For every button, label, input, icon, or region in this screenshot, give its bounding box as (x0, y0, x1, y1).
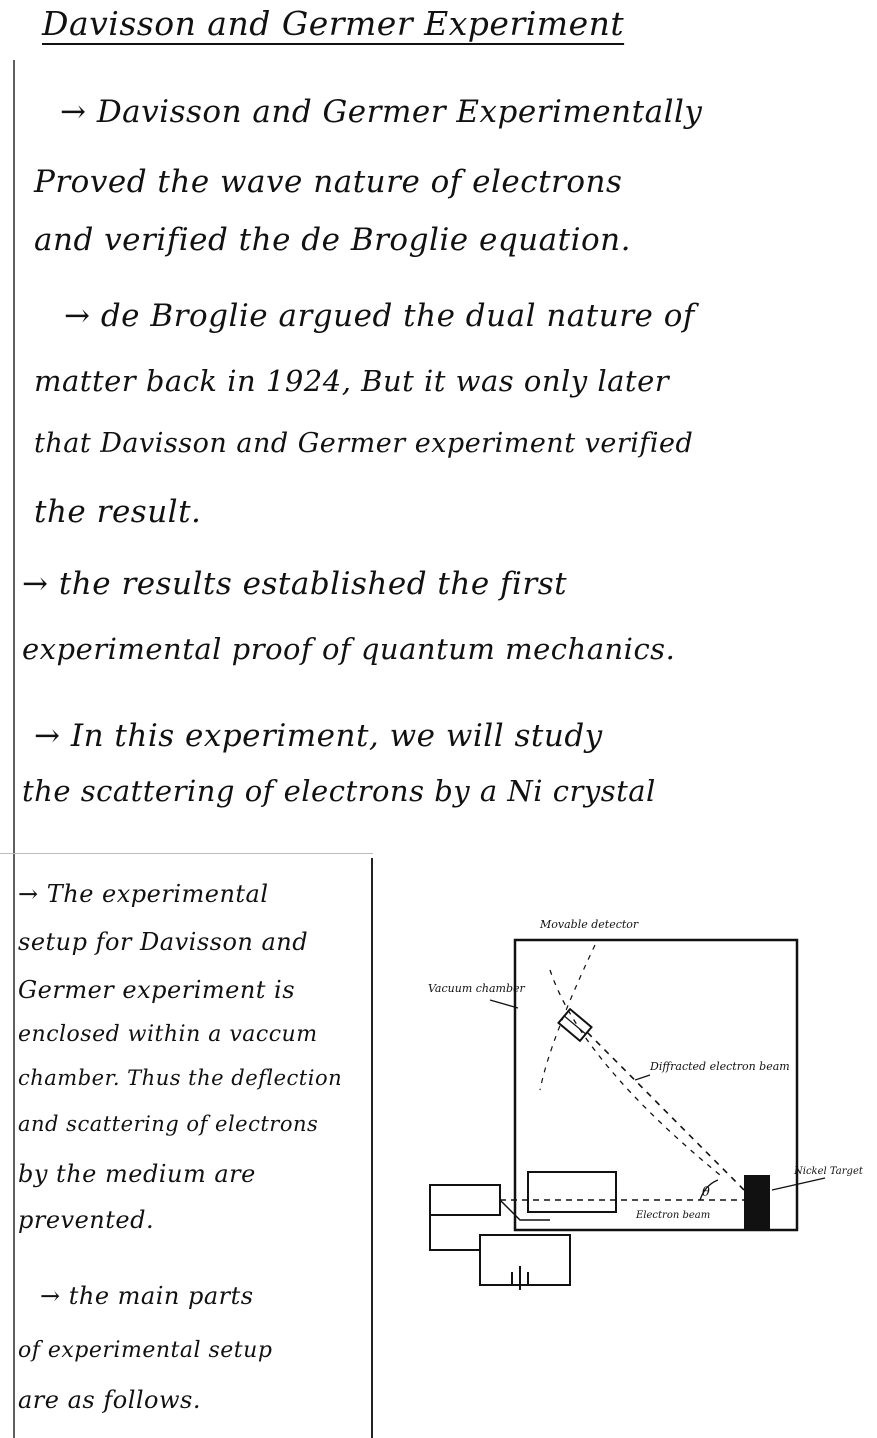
label-angle: θ (702, 1185, 710, 1200)
experiment-diagram (400, 900, 877, 1320)
p5-line-6: and scattering of electrons (18, 1112, 319, 1136)
label-vacuum-chamber: Vacuum chamber (428, 982, 525, 995)
section-divider (0, 853, 373, 854)
diffracted-beam-line (585, 1030, 744, 1190)
nickel-target (744, 1175, 770, 1231)
page-title: Davisson and Germer Experiment (42, 4, 625, 43)
p6-line-1: → the main parts (40, 1282, 254, 1310)
movable-detector (558, 1009, 591, 1041)
label-movable-detector: Movable detector (540, 918, 639, 931)
filament-box (430, 1185, 500, 1215)
label-nickel-target: Nickel Target (794, 1166, 863, 1177)
p5-line-3: Germer experiment is (18, 976, 296, 1004)
p4-line-1: → In this experiment, we will study (34, 718, 603, 754)
p2-line-2: matter back in 1924, But it was only later (34, 364, 670, 398)
p5-line-4: enclosed within a vaccum (18, 1022, 318, 1047)
electron-gun (528, 1172, 616, 1212)
p3-line-1: → the results established the first (22, 566, 568, 602)
p2-line-4: the result. (34, 494, 202, 530)
p6-line-3: are as follows. (18, 1386, 201, 1414)
column-divider (371, 858, 373, 1438)
p5-line-5: chamber. Thus the deflection (18, 1066, 343, 1090)
p5-line-7: by the medium are (18, 1160, 256, 1188)
p1-line-1: → Davisson and Germer Experimentally (60, 94, 703, 130)
p1-line-2: Proved the wave nature of electrons (34, 164, 623, 200)
p6-line-2: of experimental setup (18, 1338, 273, 1363)
p2-line-3: that Davisson and Germer experiment verified (34, 428, 694, 459)
margin-line (13, 60, 15, 1438)
label-diffracted-beam: Diffracted electron beam (650, 1060, 790, 1073)
p5-line-2: setup for Davisson and (18, 928, 309, 956)
p5-line-1: → The experimental (18, 880, 269, 908)
label-electron-beam: Electron beam (636, 1210, 711, 1221)
power-supply (480, 1235, 570, 1285)
p4-line-2: the scattering of electrons by a Ni crystal (22, 774, 656, 808)
p5-line-8: prevented. (18, 1206, 155, 1234)
p1-line-3: and verified the de Broglie equation. (34, 222, 631, 258)
p2-line-1: → de Broglie argued the dual nature of (64, 298, 695, 334)
p3-line-2: experimental proof of quantum mechanics. (22, 632, 676, 666)
